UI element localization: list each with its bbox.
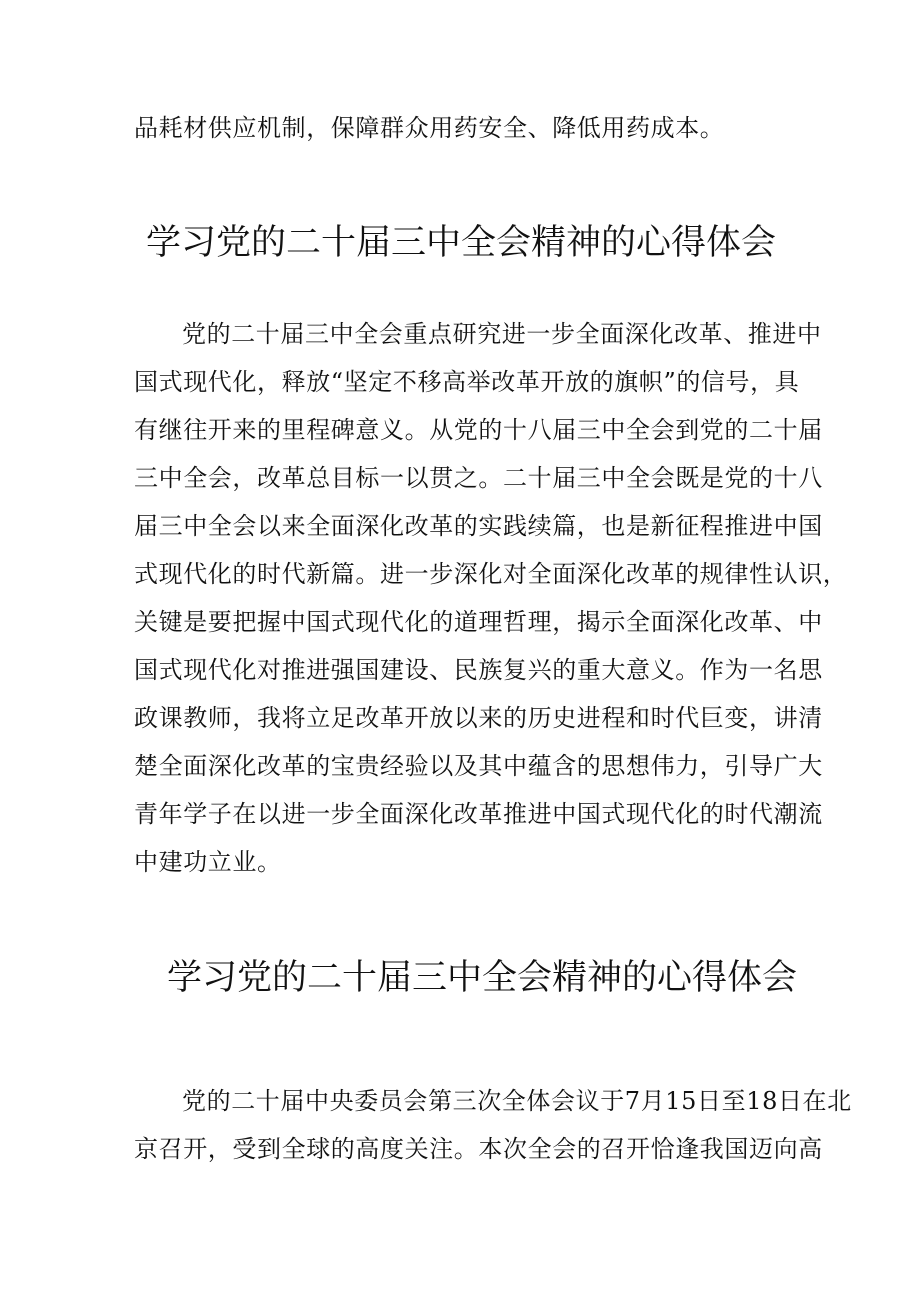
paragraph-line: 青年学子在以进一步全面深化改革推进中国式现代化的时代潮流 [134, 800, 823, 828]
paragraph-line: 政课教师，我将立足改革开放以来的历史进程和时代巨变，讲清 [134, 704, 823, 732]
paragraph-line: 届三中全会以来全面深化改革的实践续篇，也是新征程推进中国 [134, 512, 823, 540]
paragraph-line: 中建功立业。 [134, 848, 282, 876]
paragraph-line: 关键是要把握中国式现代化的道理哲理，揭示全面深化改革、中 [134, 608, 823, 636]
paragraph-line: 京召开，受到全球的高度关注。本次全会的召开恰逢我国迈向高 [134, 1135, 823, 1163]
section-heading: 学习党的二十届三中全会精神的心得体会 [146, 223, 777, 263]
paragraph-line: 党的二十届中央委员会第三次全体会议于7月15日至18日在北 [182, 1087, 852, 1115]
section-heading: 学习党的二十届三中全会精神的心得体会 [167, 958, 798, 998]
paragraph-line: 式现代化的时代新篇。进一步深化对全面深化改革的规律性认识， [134, 560, 848, 588]
continued-paragraph-line: 品耗材供应机制，保障群众用药安全、降低用药成本。 [134, 114, 725, 142]
paragraph-line: 三中全会，改革总目标一以贯之。二十届三中全会既是党的十八 [134, 464, 823, 492]
paragraph-line: 楚全面深化改革的宝贵经验以及其中蕴含的思想伟力，引导广大 [134, 752, 823, 780]
paragraph-line: 有继往开来的里程碑意义。从党的十八届三中全会到党的二十届 [134, 416, 823, 444]
paragraph-line: 国式现代化，释放“坚定不移高举改革开放的旗帜”的信号，具 [134, 368, 800, 396]
paragraph-line: 国式现代化对推进强国建设、民族复兴的重大意义。作为一名思 [134, 656, 823, 684]
paragraph-line: 党的二十届三中全会重点研究进一步全面深化改革、推进中 [182, 320, 822, 348]
